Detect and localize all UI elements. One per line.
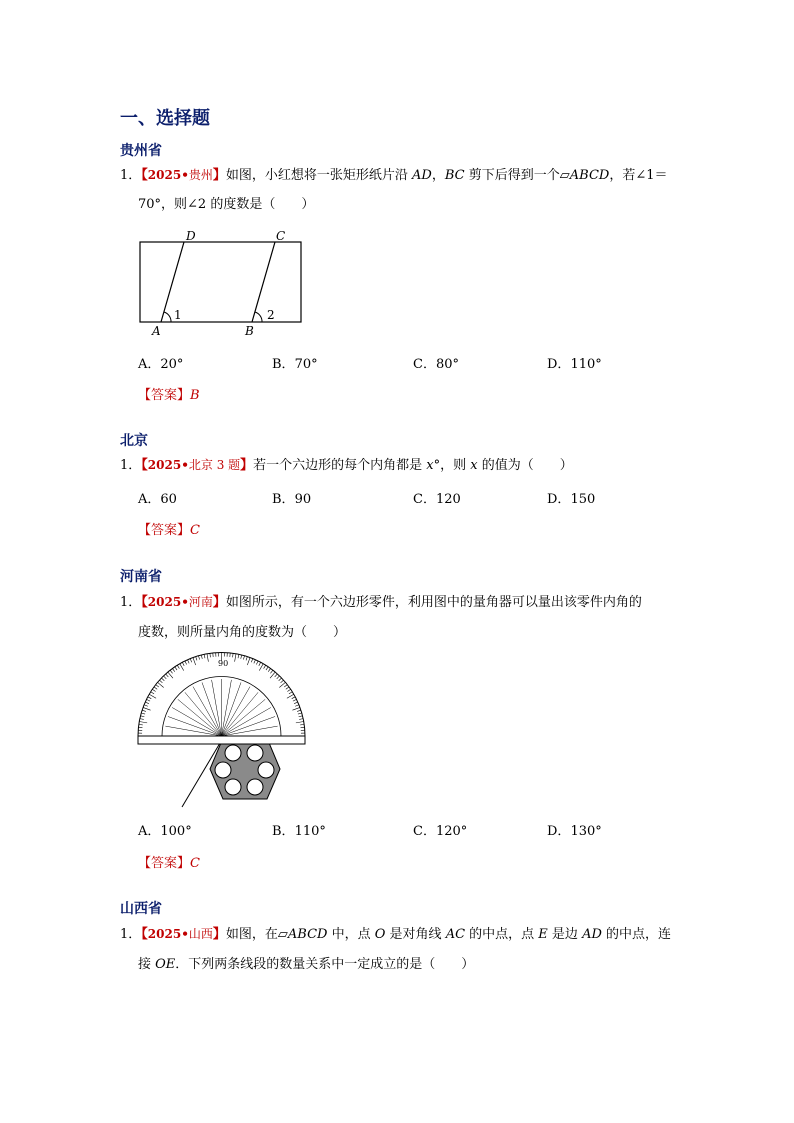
label-2: 2	[267, 308, 275, 322]
source-tag: 【2025•河南】	[141, 595, 226, 610]
option-a[interactable]: A．100°	[138, 824, 192, 839]
label-A: A	[152, 324, 161, 338]
hexagon-hole	[247, 745, 263, 761]
question-henan-line2: 度数，则所量内角的度数为（ ）	[138, 625, 347, 640]
province-heading-guizhou: 贵州省	[120, 143, 162, 159]
section-title: 一、选择题	[120, 108, 210, 129]
label-D: D	[186, 229, 196, 243]
hexagon-hole	[225, 779, 241, 795]
province-heading-beijing: 北京	[120, 433, 148, 449]
hexagon-hole	[258, 762, 274, 778]
question-number: 1．	[120, 458, 142, 473]
question-guizhou-line2: 70°，则∠2 的度数是（ ）	[138, 197, 315, 212]
option-a[interactable]: A．20°	[138, 357, 184, 372]
protractor-base	[138, 736, 305, 744]
answer-beijing: 【答案】C	[138, 523, 200, 538]
option-d[interactable]: D．110°	[547, 357, 602, 372]
option-c[interactable]: C．120	[413, 492, 461, 507]
source-tag: 【2025•山西】	[141, 927, 226, 942]
question-number: 1．	[120, 927, 142, 942]
option-b[interactable]: B．70°	[272, 357, 318, 372]
question-shanxi-line2: 接 OE．下列两条线段的数量关系中一定成立的是（ ）	[138, 957, 475, 972]
question-henan-line1: 1．【2025•河南】如图所示，有一个六边形零件，利用图中的量角器可以量出该零件内角的	[120, 595, 642, 610]
question-number: 1．	[120, 168, 142, 183]
question-number: 1．	[120, 595, 142, 610]
label-1: 1	[174, 308, 182, 322]
option-c[interactable]: C．80°	[413, 357, 459, 372]
hexagon-hole	[215, 762, 231, 778]
option-b[interactable]: B．110°	[272, 824, 326, 839]
label-B: B	[245, 324, 254, 338]
angle-2-arc	[255, 312, 262, 322]
question-beijing-line1: 1．【2025•北京 3 题】若一个六边形的每个内角都是 x°，则 x 的值为（ ）	[120, 458, 573, 473]
question-guizhou-line1: 1．【2025•贵州】如图，小红想将一张矩形纸片沿 AD，BC 剪下后得到一个▱ABCD，若∠1＝	[120, 168, 668, 183]
province-heading-shanxi: 山西省	[120, 901, 162, 917]
label-90: 90	[218, 659, 229, 668]
figure-rectangle-cut	[132, 228, 312, 340]
source-tag: 【2025•贵州】	[141, 168, 226, 183]
hexagon-hole	[225, 745, 241, 761]
protractor	[138, 653, 305, 745]
source-tag: 【2025•北京 3 题】	[141, 458, 254, 473]
option-d[interactable]: D．130°	[547, 824, 602, 839]
option-b[interactable]: B．90	[272, 492, 312, 507]
option-d[interactable]: D．150	[547, 492, 596, 507]
option-a[interactable]: A．60	[138, 492, 177, 507]
question-shanxi-line1: 1．【2025•山西】如图，在▱ABCD 中，点 O 是对角线 AC 的中点，点 E 是边 AD 的中点，连	[120, 927, 672, 942]
hexagon-hole	[247, 779, 263, 795]
answer-henan: 【答案】C	[138, 856, 200, 871]
figure-protractor-hexagon	[132, 652, 312, 808]
option-c[interactable]: C．120°	[413, 824, 468, 839]
province-heading-henan: 河南省	[120, 569, 162, 585]
answer-guizhou: 【答案】B	[138, 388, 200, 403]
label-C: C	[276, 229, 286, 243]
angle-1-arc	[164, 312, 171, 322]
